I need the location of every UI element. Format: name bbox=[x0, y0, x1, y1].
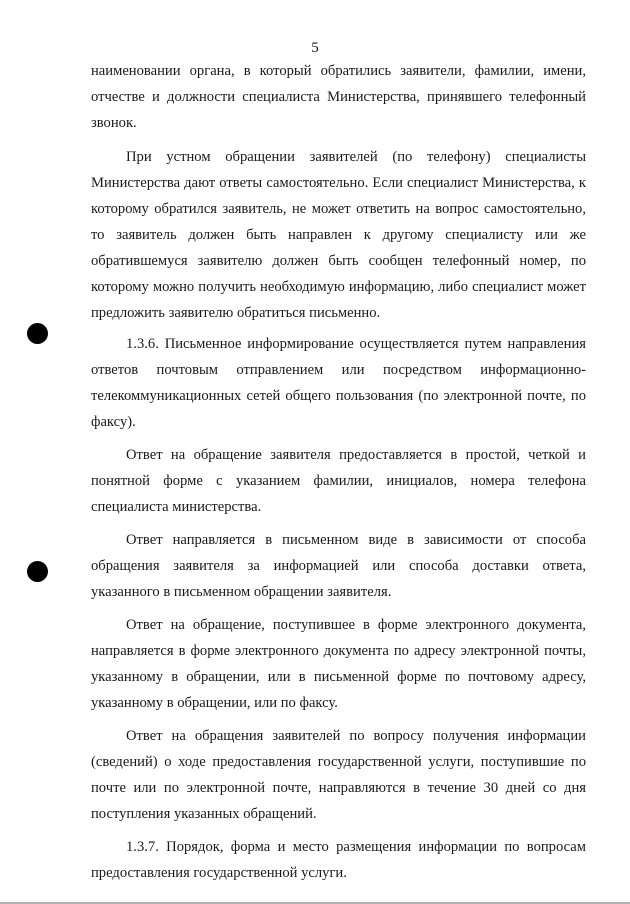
paragraph-electronic-response: Ответ на обращение, поступившее в форме электронного документа, направляется в форме электронного документа по адресу электронной почты, указанному в обращении, или в письменной форме по почтовому адресу, указанному в обращении, или по факсу. bbox=[91, 617, 586, 711]
page-number: 5 bbox=[311, 40, 319, 56]
paragraph-response-written: Ответ направляется в письменном виде в зависимости от способа обращения заявителя за информацией или способа доставки ответа, указанного в письменном обращении заявителя. bbox=[91, 532, 586, 600]
paragraph-1-3-6: 1.3.6. Письменное информирование осуществляется путем направления ответов почтовым отправлением или посредством информационно-телекоммуникационных сетей общего пользования (по электронной почте, по факсу). bbox=[91, 336, 586, 430]
document-body bbox=[91, 58, 586, 886]
paragraph-continuation: наименовании органа, в который обратились заявители, фамилии, имени, отчестве и должности специалиста Министерства, принявшего телефонный звонок. bbox=[91, 63, 586, 131]
paragraph-response-form: Ответ на обращение заявителя предоставляется в простой, четкой и понятной форме с указанием фамилии, инициалов, номера телефона специалиста министерства. bbox=[91, 447, 586, 515]
punch-hole-top bbox=[27, 323, 48, 344]
punch-hole-bottom bbox=[27, 561, 48, 582]
paragraph-oral-inquiry: При устном обращении заявителей (по телефону) специалисты Министерства дают ответы самостоятельно. Если специалист Министерства, к которому обратился заявитель, не может ответить на вопрос самостоятельно, то заявитель должен быть направлен к другому специалисту или же обратившемуся заявителю должен быть сообщен телефонный номер, по которому можно получить необходимую информацию, либо специалист может предложить заявителю обратиться письменно. bbox=[91, 149, 586, 321]
paragraph-status-inquiry: Ответ на обращения заявителей по вопросу получения информации (сведений) о ходе предоставления государственной услуги, поступившие по почте или по электронной почте, направляются в течение 30 дней со дня поступления указанных обращений. bbox=[91, 728, 586, 822]
paragraph-1-3-7: 1.3.7. Порядок, форма и место размещения информации по вопросам предоставления государственной услуги. bbox=[91, 839, 586, 881]
